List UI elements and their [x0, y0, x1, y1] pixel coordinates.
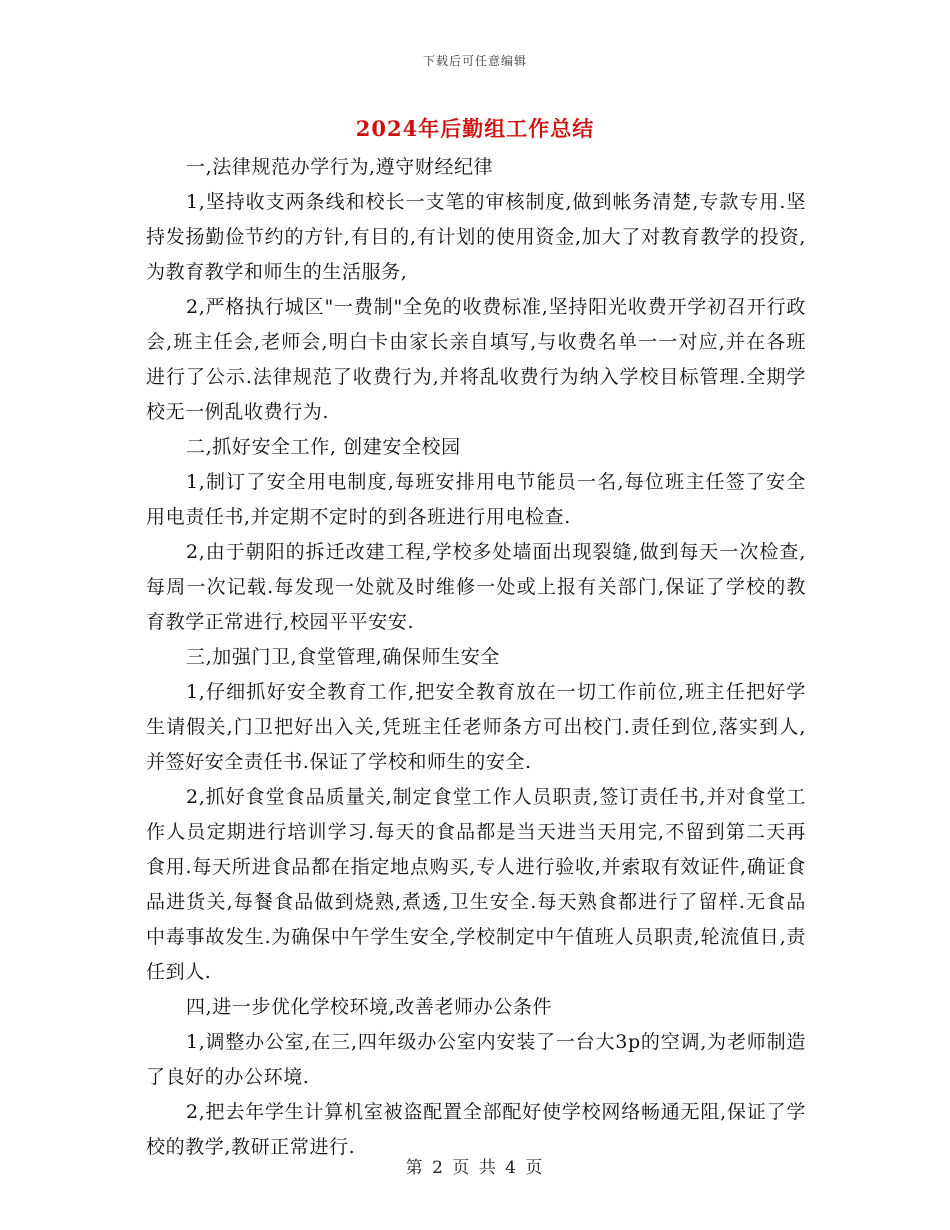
section-heading-3: 三,加强门卫,食堂管理,确保师生安全	[186, 646, 500, 668]
paragraph: 2,抓好食堂食品质量关,制定食堂工作人员职责,签订责任书,并对食堂工作人员定期进行培训学习.每天的食品都是当天进当天用完,不留到第二天再食用.每天所进食品都在指定地点购买,专人进行验收,并索取有效证件,确证食品进货关,每餐食品做到烧熟,煮透,卫生安全.每天熟食都进行了留样.无食品中毒事故发生.为确保中午学生安全,学校制定中午值班人员职责,轮流值日,责任到人.	[146, 786, 806, 983]
paragraph: 2,把去年学生计算机室被盗配置全部配好使学校网络畅通无阻,保证了学校的教学,教研正常进行.	[146, 1101, 806, 1158]
page-number: 第 2 页 共 4 页	[405, 1158, 545, 1178]
document-body	[146, 150, 806, 1165]
section-heading-1: 一,法律规范办学行为,遵守财经纪律	[186, 156, 494, 178]
paragraph: 1,制订了安全用电制度,每班安排用电节能员一名,每位班主任签了安全用电责任书,并定期不定时的到各班进行用电检查.	[146, 471, 806, 528]
section-heading-2: 二,抓好安全工作, 创建安全校园	[186, 436, 461, 458]
paragraph: 1,调整办公室,在三,四年级办公室内安装了一台大3p的空调,为老师制造了良好的办公环境.	[146, 1031, 806, 1088]
paragraph: 2,严格执行城区"一费制"全免的收费标准,坚持阳光收费开学初召开行政会,班主任会,老师会,明白卡由家长亲自填写,与收费名单一一对应,并在各班进行了公示.法律规范了收费行为,并将乱收费行为纳入学校目标管理.全期学校无一例乱收费行为.	[146, 296, 806, 423]
paragraph: 1,仔细抓好安全教育工作,把安全教育放在一切工作前位,班主任把好学生请假关,门卫把好出入关,凭班主任老师条方可出校门.责任到位,落实到人,并签好安全责任书.保证了学校和师生的安全.	[146, 681, 806, 773]
section-heading-4: 四,进一步优化学校环境,改善老师办公条件	[186, 996, 553, 1018]
header-note: 下载后可任意编辑	[422, 54, 527, 68]
document-title: 2024年后勤组工作总结	[355, 116, 595, 141]
paragraph: 1,坚持收支两条线和校长一支笔的审核制度,做到帐务清楚,专款专用.坚持发扬勤俭节约的方针,有目的,有计划的使用资金,加大了对教育教学的投资,为教育教学和师生的生活服务,	[146, 191, 806, 283]
paragraph: 2,由于朝阳的拆迁改建工程,学校多处墙面出现裂缝,做到每天一次检查,每周一次记载.每发现一处就及时维修一处或上报有关部门,保证了学校的教育教学正常进行,校园平平安安.	[146, 541, 806, 633]
